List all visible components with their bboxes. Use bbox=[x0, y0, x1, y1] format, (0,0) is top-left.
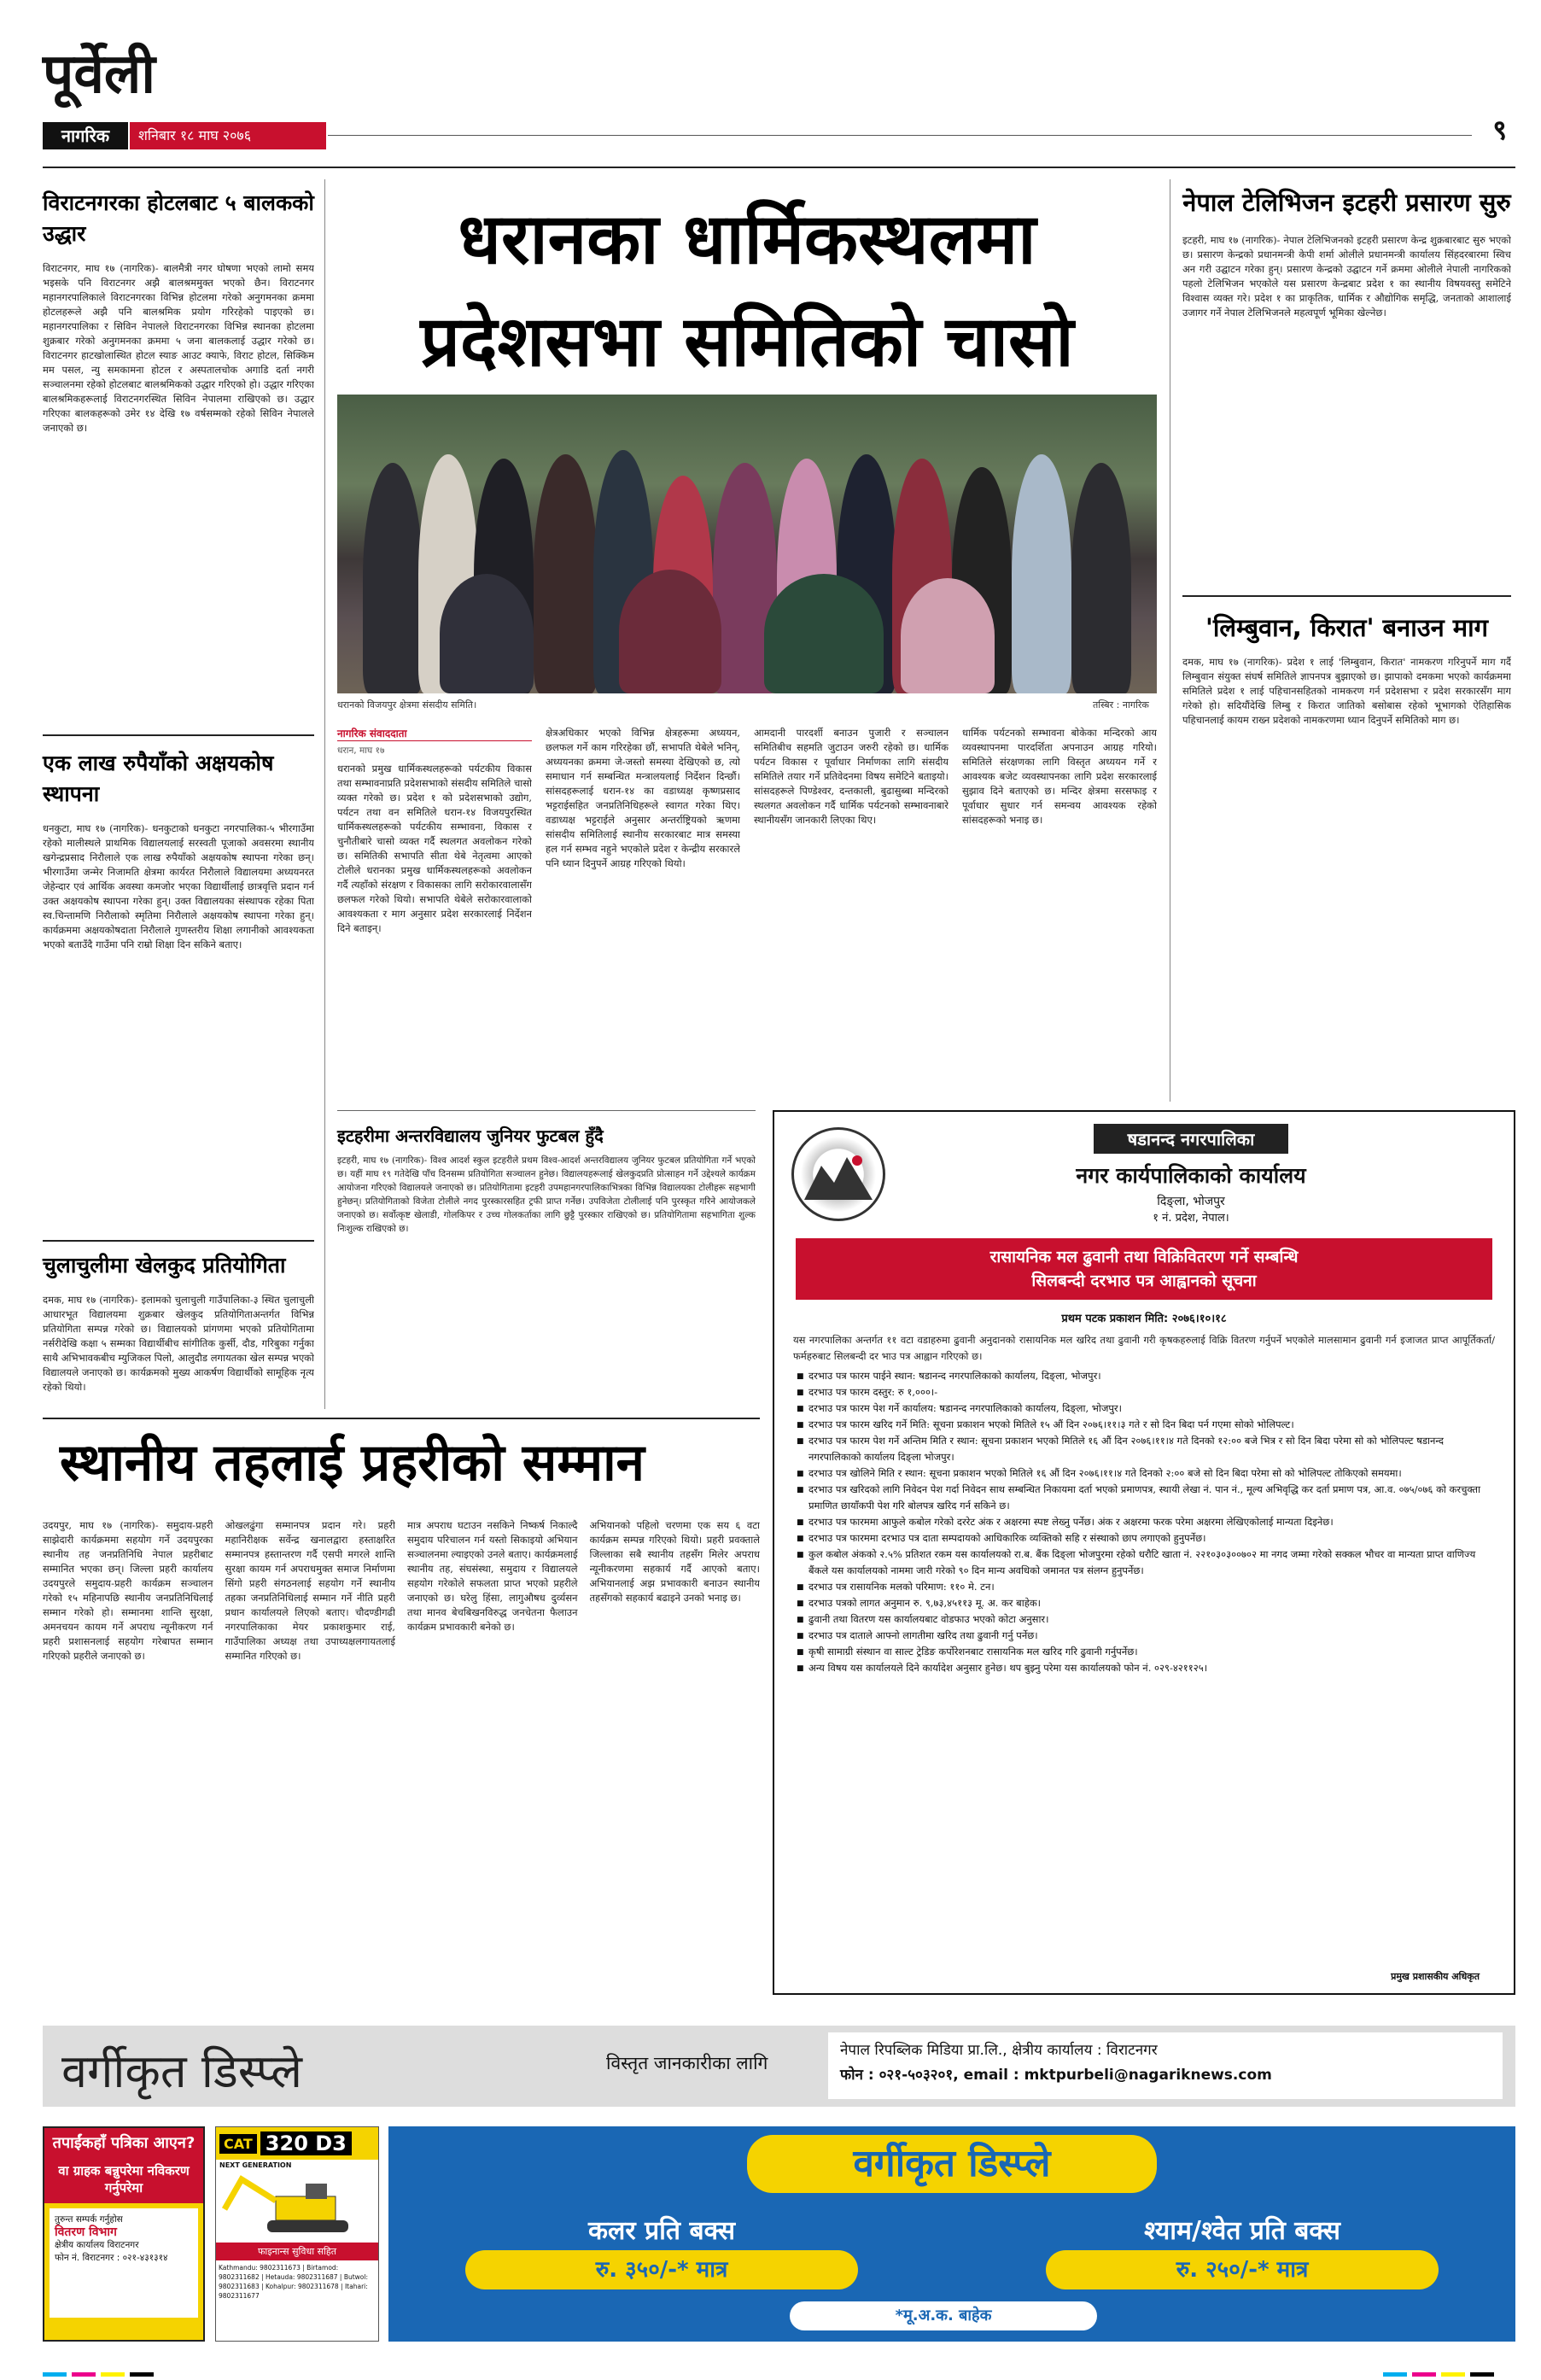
notice-item: ■ दरभाउ पत्र फारम दस्तुर: रु १,०००।- bbox=[808, 1384, 1497, 1401]
divider bbox=[43, 1418, 760, 1419]
ad-footnote: *मू.अ.क. बाहेक bbox=[790, 2301, 1097, 2330]
classified-contact-box bbox=[828, 2032, 1503, 2099]
notice-title-1: रासायनिक मल ढुवानी तथा विक्रिवितरण गर्ने सम्बन्धि bbox=[989, 1248, 1299, 1266]
ad-phones: फोन नं. विराटनगर : ०२१-४३१३१४ bbox=[55, 2253, 168, 2263]
group-photo bbox=[337, 395, 1157, 693]
main-article bbox=[337, 726, 1157, 1078]
notice-item: ■ दरभाउ पत्र फारम पाईने स्थान: षडानन्द नगरपालिकाको कार्यालय, दिङ्ला, भोजपुर। bbox=[808, 1368, 1497, 1384]
article-body: इटहरी, माघ १७ (नागरिक)- नेपाल टेलिभिजनको इटहरी प्रसारण केन्द्र शुक्रबारबाट सुरु भएको छ। प्रसारण केन्द्रको प्रधानमन्त्री केपी शर्मा ओलीले प्रधानमन्त्री कार्यालय सिंहदरबारमा स्विच अन गरी उद्घाटन गरेका हुन्। प्रसारण केन्द्रको उद्घाटन गर्ने क्रममा ओलीले नेपाली नागरिकको पहलो टेलिभिजन भएकोले यस प्रसारण केन्द्रबाट प्रदेश १ का स्थानीय विषयवस्तु समेटिने विश्वास व्यक्त गरे। प्रदेश १ का प्राकृतिक, धार्मिक र औद्योगिक समृद्धि, जनताको आशालाई उजागर गर्ने नेपाल टेलिभिजनले महत्वपूर्ण भूमिका खेल्नेछ। bbox=[1182, 234, 1511, 319]
article-headline: चुलाचुलीमा खेलकुद प्रतियोगिता bbox=[43, 1253, 286, 1278]
classified-info-label: विस्तृत जानकारीका लागि bbox=[606, 2053, 768, 2073]
article-headline: एक लाख रुपैयाँको अक्षयकोष स्थापना bbox=[43, 751, 274, 806]
divider bbox=[43, 1240, 314, 1242]
masthead-rule bbox=[328, 135, 1472, 136]
notice-item: ■ ढुवानी तथा वितरण यस कार्यालयबाट वोडफाउ भएको कोटा अनुसार। bbox=[808, 1611, 1497, 1628]
ad-tagline: NEXT GENERATION bbox=[219, 2161, 292, 2169]
article-body: दमक, माघ १७ (नागरिक)- इलामको चुलाचुली गाउँपालिका-३ स्थित चुलाचुली आधारभूत विद्यालयमा शुक्रबार खेलकुद प्रतियोगिताअन्तर्गत विभिन्न प्रतियोगिता सम्पन्न गरेको छ। विद्यालयको प्रांगणमा भएको प्रतियोगितामा नर्सरीदेखि कक्षा ५ सम्मका विद्यार्थीबीच सांगीतिक कुर्सी, दौड, गरिबुका गर्नुका साथै अभिभावकबीच म्युजिकल पिलो, आलुदौड लगायतका खेल सम्पन्न भएको विद्यालयले जनाएको छ। कार्यक्रमको मुख्य आकर्षण विद्यार्थीको सामूहिक नृत्य रहेको थियो। bbox=[43, 1294, 314, 1393]
divider bbox=[1182, 595, 1511, 597]
subscription-ad bbox=[43, 2126, 205, 2342]
notice-signature: प्रमुख प्रशासकीय अधिकृत bbox=[1391, 1971, 1480, 1982]
notice-intro: यस नगरपालिका अन्तर्गत ११ वटा वडाहरुमा ढुवानी अनुदानको रासायनिक मल खरिद तथा ढुवानी गरी कृषकहरुलाई विक्रि वितरण गर्नुपर्ने भएकोले मालसामान ढुवानी गर्न इजाजत प्राप्त आपूर्तिकर्ता/फर्महरुबाट सिलबन्दी दर भाउ पत्र आह्वान गरिएको छ। bbox=[793, 1334, 1495, 1362]
print-registration-bar bbox=[1383, 2364, 1499, 2380]
column-rule bbox=[324, 179, 325, 1409]
article-headline: नेपाल टेलिभिजन इटहरी प्रसारण सुरु bbox=[1182, 188, 1511, 217]
divider bbox=[43, 734, 314, 736]
headline-line-1: धरानका धार्मिकस्थलमा bbox=[458, 198, 1036, 280]
notice-address-1: दिङ्ला, भोजपुर bbox=[1157, 1195, 1225, 1208]
notice-item: ■ कृषी सामाग्री संस्थान वा साल्ट ट्रेडिङ कर्पोरेशनबाट रासायनिक मल खरिद गरि ढुवानी गर्नुपर्नेछ। bbox=[808, 1644, 1497, 1660]
main-headline bbox=[337, 188, 1157, 393]
issue-date: शनिबार १८ माघ २०७६ bbox=[130, 122, 326, 149]
top-rule bbox=[43, 167, 1515, 168]
notice-item: ■ दरभाउ पत्र फारम पेश गर्ने कार्यालय: षडानन्द नगरपालिकाको कार्यालय, दिङ्ला, भोजपुर। bbox=[808, 1401, 1497, 1417]
dateline: धरान, माघ १७ bbox=[337, 746, 385, 756]
notice-item: ■ दरभाउ पत्र फारम पेश गर्ने अन्तिम मिति र स्थान: सूचना प्रकाशन भएको मितिले १६ औं दिन २०७६।११।४ गते दिनको १२:०० बजे भित्र र सो दिन बिदा परेमा सो को भोलिपल्ट षडानन्द नगरपालिकाको कार्यालय दिङ्ला भोजपुर। bbox=[808, 1433, 1497, 1465]
article-headline: विराटनगरका होटलबाट ५ बालकको उद्धार bbox=[43, 190, 314, 246]
notice-pubdate: प्रथम पटक प्रकाशन मिति: २०७६।१०।१८ bbox=[1061, 1313, 1227, 1325]
notice-org-1: षडानन्द नगरपालिका bbox=[1094, 1124, 1289, 1154]
cat-logo: CAT bbox=[219, 2134, 257, 2154]
classified-header bbox=[43, 2026, 1515, 2107]
equipment-ad bbox=[215, 2126, 379, 2342]
ad-addr: क्षेत्रीय कार्यालय विराटनगर bbox=[55, 2240, 139, 2250]
notice-address-2: १ नं. प्रदेश, नेपाल। bbox=[1153, 1212, 1229, 1225]
photo-credit: तस्बिर : नागरिक bbox=[1093, 699, 1149, 710]
ad-model: 320 D3 bbox=[260, 2131, 352, 2155]
left-column bbox=[43, 188, 314, 1523]
article-col: अभियानको पहिलो चरणमा एक सय ६ वटा कार्यक्रम सम्पन्न गरिएको थियो। प्रहरी प्रवक्ताले जिल्लाका सबै स्थानीय तहसँग मिलेर अपराध न्यूनीकरणमा सहकार्य गर्दै आएको बताए। अभियानलाई अझ प्रभावकारी बनाउन स्थानीय तहसँगको सहकार्य बढाइने उनको भनाइ छ। bbox=[589, 1519, 760, 1604]
color-rate-price: रु. ३५०/-* मात्र bbox=[465, 2250, 858, 2289]
article-body: दमक, माघ १७ (नागरिक)- प्रदेश १ लाई 'लिम्बुवान, किरात' नामकरण गरिनुपर्ने माग गर्दै लिम्बुवान संयुक्त संघर्ष समितिले ज्ञापनपत्र बुझाएको छ। झापाको दमकमा भएको कार्यक्रममा समितिले प्रदेश १ लाई पहिचानसहितको नामकरण गर्न प्रदेशसभा र प्रदेश सरकारसँग माग गरेको हो। सदियौंदेखि लिम्बु र किरात जातिको बसोबास रहेको भूभागको ऐतिहासिक पहिचानलाई कायम राख्न प्रदेशको नामकरणमा ध्यान दिनुपर्ने समितिको माग छ। bbox=[1182, 656, 1511, 726]
notice-item: ■ कुल कबोल अंकको २.५% प्रतिशत रकम यस कार्यालयको रा.ब. बैंक दिङ्ला भोजपुरमा रहेको धरौटि खाता नं. २२१०३०३००७०२ मा नगद जम्मा गरेको सक्कल भौचर वा मान्यता प्राप्त वाणिज्य बैंकले यस कार्यालयको नाममा जारी गरेको ९० दिन मान्य अवधिको जमानत पत्र संलग्न हुनुपर्नेछ। bbox=[808, 1547, 1497, 1579]
color-rate-head: कलर प्रति बक्स bbox=[587, 2216, 736, 2246]
municipality-emblem bbox=[791, 1127, 885, 1221]
classified-rates-ad bbox=[388, 2126, 1515, 2342]
ad-dept: वितरण विभाग bbox=[55, 2225, 117, 2239]
headline-line-2: प्रदेशसभा समितिको चासो bbox=[420, 301, 1074, 383]
article-col: क्षेत्रअधिकार भएको विभिन्न क्षेत्रहरूमा अध्ययन, छलफल गर्ने काम गरिरहेका छौं, सभापति थेबेले भनिन्, अध्ययनका क्रममा जे-जस्तो समस्या देखिएको छ, त्यो समाधान गर्न सम्बन्धित मन्त्रालयलाई निर्देशन दिन्छौं। सांसदहरूलाई धरान-१४ का वडाध्यक्ष कृष्णप्रसाद भट्टराईसहित जनप्रतिनिधिहरूले स्वागत गरेका थिए। वडाध्यक्ष भट्टराईले अनुसार अन्तर्राष्ट्रियको ऋणमा सांसदीय समितिलाई स्थानीय सरकारबाट मात्र समस्या हल गर्न सम्भव नहुने भएकोले प्रदेश र केन्द्रीय सरकारले पनि ध्यान दिनुपर्ने आग्रह गरिएको थियो। bbox=[546, 727, 740, 869]
photo-caption: धरानको विजयपुर क्षेत्रमा संसदीय समिति। bbox=[337, 699, 477, 710]
article-headline: स्थानीय तहलाई प्रहरीको सम्मान bbox=[60, 1433, 645, 1493]
ad-question: तपाईंकहाँ पत्रिका आएन? bbox=[44, 2128, 203, 2159]
public-notice bbox=[773, 1110, 1515, 1995]
excavator-icon bbox=[216, 2171, 378, 2239]
article-headline: इटहरीमा अन्तरविद्यालय जुनियर फुटबल हुँदै bbox=[337, 1126, 604, 1146]
classified-company: नेपाल रिपब्लिक मिडिया प्रा.लि., क्षेत्रीय कार्यालय : विराटनगर bbox=[840, 2042, 1158, 2059]
classified-title: वर्गीकृत डिस्प्ले bbox=[61, 2044, 302, 2098]
classified-contact: फोन : ०२१-५०३२०१, email : mktpurbeli@nagariknews.com bbox=[840, 2067, 1272, 2084]
ad-contact-head: तुरुन्त सम्पर्क गर्नुहोस bbox=[55, 2214, 123, 2225]
article-col: धरानको प्रमुख धार्मिकस्थलहरूको पर्यटकीय विकास तथा सम्भावनाप्रति प्रदेशसभाको संसदीय समितिले चासो व्यक्त गरेको छ। प्रदेश १ को प्रदेशसभाको उद्योग, पर्यटन तथा वन समितिले धरान-१४ विजयपुरस्थित धार्मिकस्थलहरूको पर्यटकीय सम्भावना, विकास र चुनौतीबारे चासो व्यक्त गर्दै स्थलगत अवलोकन गरेको छ। समितिकी सभापति सीता थेबे नेतृत्वमा आएको टोलीले धरानका प्रमुख धार्मिकस्थलहरूको अवलोकन गर्दै त्यहाँको संरक्षण र विकासका लागि सरोकारवालासँग छलफल गरेको थियो। सभापति थेबेले सरोकारवालाको आवश्यकता र माग अनुसार प्रदेश सरकारलाई निर्देशन दिने बताइन्। bbox=[337, 763, 532, 934]
notice-item: ■ दरभाउ पत्र खरिदको लागि निवेदन पेश गर्दा निवेदन साथ सम्बन्धित निकायमा दर्ता भएको प्रमाणपत्र, स्थायी लेखा नं. पान नं., मूल्य अभिवृद्धि कर दर्ता प्रमाण पत्र, आ.व. ०७५/०७६ को करचुक्ता प्रमाणित छायाँकपी पेश गरि बोलपत्र खरिद गर्न सकिने छ। bbox=[808, 1482, 1497, 1514]
page-number: ९ bbox=[1492, 114, 1507, 146]
article-body: विराटनगर, माघ १७ (नागरिक)- बालमैत्री नगर घोषणा भएको लामो समय भइसके पनि विराटनगर अझै बालश्रममुक्त भएको छैन। विराटनगर महानगरपालिकाले विराटनगरका विभिन्न होटलमा गरेको अनुगमनका क्रममा होटलहरूले अझै पनि बालश्रमिक प्रयोग गरिरहेको पाइएको छ। महानगरपालिका र सिविन नेपालले विराटनगरका विभिन्न स्थानका होटलमा शुक्रबार गरेको अनुगमनका क्रममा ५ जना बालकलाई उद्धार गरेको छ। विराटनगर हाटखोलास्थित होटल स्याङ आउट क्याफे, विराट होटल, सिक्किम मम पसल, न्यु समकामना होटल र अस्पतालचोक अगाडि दर्ता नगरी सञ्चालनमा रहेको होटलबाट बालश्रमिकको उद्धार गरिएको हो। उद्धार गरिएका बालश्रमिकहरूलाई विराटनगरस्थित सिविन नेपालमा राखिएको छ। उद्धार गरिएका बालकहरूको उमेर १४ देखि १७ वर्षसम्मको रहेको सिविन नेपालले जनाएको छ। bbox=[43, 262, 314, 434]
ad-title: वर्गीकृत डिस्प्ले bbox=[747, 2135, 1157, 2193]
notice-org-2: नगर कार्यपालिकाको कार्यालय bbox=[1076, 1163, 1306, 1188]
ad-finance: फाइनान्स सुविधा सहित bbox=[216, 2243, 378, 2260]
ad-question-2: वा ग्राहक बन्नुपरेमा नविकरण गर्नुपरेमा bbox=[44, 2159, 203, 2203]
masthead-title: पूर्वेली bbox=[43, 42, 155, 106]
byline: नागरिक संवाददाता bbox=[337, 726, 532, 741]
article-col: आमदानी पारदर्शी बनाउन पुजारी र सञ्चालन समितिबीच सहमति जुटाउन जरुरी रहेको छ। धार्मिक पर्यटन विकास र पूर्वाधार निर्माणका लागि संसदीय समितिले तयार गर्ने प्रतिवेदनमा विषय समेटिने बताइयो। सांसदहरूले पिण्डेश्वर, दन्तकाली, बुढासुब्बा मन्दिरको स्थलगत अवलोकन गर्दै धार्मिक पर्यटनको सम्भावनाबारे स्थानीयसँग जानकारी लिएका थिए। bbox=[754, 727, 949, 826]
print-registration-bar bbox=[43, 2364, 159, 2380]
ad-contacts: Kathmandu: 9802311673 | Birtamod: 9802311682 | Hetauda: 9802311687 | Butwol: 9802311683 | Kohalpur: 9802311678 | Itahari: 9802311677 bbox=[219, 2264, 369, 2300]
article-col: ओखलढुंगा सम्मानपत्र प्रदान गरे। प्रहरी महानिरीक्षक सर्वेन्द्र खनालद्वारा हस्ताक्षरित सम्मानपत्र हस्तान्तरण गर्दै एसपी मगरले शान्ति सुरक्षा कायम गर्न अपराधमुक्त समाज निर्माणमा सिंगो प्रहरी संगठनलाई सहयोग गर्ने स्थानीय तहका जनप्रतिनिधिलाई सम्मान गर्ने नीति प्रहरी प्रधान कार्यालयले लिएको बताए। चौदण्डीगढी नगरपालिकाका मेयर प्रकाशकुमार राई, गाउँपालिका अध्यक्ष तथा उपाध्यक्षलगायतलाई सम्मानित गरिएको छ। bbox=[225, 1519, 395, 1662]
brand-badge: नागरिक bbox=[43, 122, 128, 149]
notice-item: ■ दरभाउ पत्रको लागत अनुमान रु. ९,७३,४५११३ मू. अ. कर बाहेक। bbox=[808, 1595, 1497, 1611]
notice-items bbox=[774, 1368, 1514, 1676]
notice-item: ■ दरभाउ पत्र फारममा दरभाउ पत्र दाता सम्पदायको आधिकारिक व्यक्तिको सहि र संस्थाको छाप लगाएको हुनुपर्नेछ। bbox=[808, 1530, 1497, 1547]
bw-rate-head: श्याम/श्वेत प्रति बक्स bbox=[1144, 2216, 1340, 2246]
divider bbox=[337, 1110, 756, 1111]
notice-item: ■ दरभाउ पत्र रासायनिक मलको परिमाण: ११० मे. टन। bbox=[808, 1579, 1497, 1595]
notice-item: ■ दरभाउ पत्र फारम खरिद गर्ने मिति: सूचना प्रकाशन भएको मितिले १५ औं दिन २०७६।११।३ गते र सो दिन बिदा पर्न गएमा सोको भोलिपल्ट। bbox=[808, 1417, 1497, 1433]
notice-title bbox=[796, 1238, 1492, 1300]
police-article bbox=[43, 1424, 760, 1962]
article-col: उदयपुर, माघ १७ (नागरिक)- समुदाय-प्रहरी साझेदारी कार्यक्रममा सहयोग गर्ने उदयपुरका स्थानीय तह जनप्रतिनिधि नेपाल प्रहरीबाट सम्मानित भएका छन्। जिल्ला प्रहरी कार्यालय उदयपुरले समुदाय-प्रहरी कार्यक्रम सञ्चालन गरेको १५ महिनापछि स्थानीय जनप्रतिनिधिलाई सम्मान गरेको हो। सम्मानमा शान्ति सुरक्षा, अमनचयन कायम गर्ने अपराध न्यूनीकरण गर्न प्रहरी प्रशासनलाई सहयोग गरेबापत सम्मान गरिएको प्रहरीले जनाएको छ। bbox=[43, 1519, 213, 1662]
notice-item: ■ अन्य विषय यस कार्यालयले दिने कार्यादेश अनुसार हुनेछ। थप बुझ्नु परेमा यस कार्यालयको फोन नं. ०२९-४२११२५। bbox=[808, 1660, 1497, 1676]
right-column bbox=[1182, 184, 1511, 1014]
notice-item: ■ दरभाउ पत्र फारममा आफुले कबोल गरेको दररेट अंक र अक्षरमा स्पष्ट लेख्नु पर्नेछ। अंक र अक्षरमा फरक परेमा अक्षरमा लेखिएकोलाई मान्यता दिइनेछ। bbox=[808, 1514, 1497, 1530]
notice-item: ■ दरभाउ पत्र दाताले आफ्नो लागतीमा खरिद तथा ढुवानी गर्नु पर्नेछ। bbox=[808, 1628, 1497, 1644]
article-col: मात्र अपराध घटाउन नसकिने निष्कर्ष निकाल्दै समुदाय परिचालन गर्न यस्तो सिकाइयो अभियान सञ्चालनमा ल्याइएको उनले बताए। कार्यक्रमलाई स्थानीय तह, संघसंस्था, समुदाय र विद्यालयले सहयोग गरेकोले सफलता प्राप्त भएको प्रहरीले जनाएको छ। घरेलु हिंसा, लागुऔषध दुर्व्यसन तथा मानव बेचबिखनविरुद्ध जनचेतना फैलाउन कार्यक्रम प्रभावकारी बनेको छ। bbox=[407, 1519, 578, 1633]
article-headline: 'लिम्बुवान, किरात' बनाउन माग bbox=[1205, 613, 1488, 642]
article-col: धार्मिक पर्यटनको सम्भावना बोकेका मन्दिरको आय व्यवस्थापनमा पारदर्शिता अपनाउन आग्रह गरियो। समितिले संरक्षणका लागि विस्तृत अध्ययन गर्ने र आवश्यक बजेट व्यवस्थापनका लागि प्रदेश सरकारलाई सुझाव दिने बताएको छ। मन्दिर क्षेत्रमा सरसफाइ र पूर्वाधार सुधार गर्न समन्वय आवश्यक रहेको सांसदहरूको भनाइ छ। bbox=[962, 727, 1157, 826]
notice-title-2: सिलबन्दी दरभाउ पत्र आह्वानको सूचना bbox=[1031, 1272, 1257, 1290]
article-body: धनकुटा, माघ १७ (नागरिक)- धनकुटाको धनकुटा नगरपालिका-५ भीरगाउँमा रहेको मालीस्थले प्राथमिक विद्यालयलाई सरस्वती पूजाको अवसरमा स्थानीय खगेन्द्रप्रसाद निरौलाले एक लाख रुपैयाँको अक्षयकोष स्थापना गरेका छन्। भीरगाउँमा जन्मेर निजामति क्षेत्रमा कार्यरत निरौलाले विद्यालयमा अध्ययनरत जेहेन्दार एवं आर्थिक अवस्था कमजोर भएका विद्यार्थीलाई छात्रवृत्ति प्रदान गर्न उक्त अक्षयकोष स्थापना गरेका हुन्। उक्त विद्यालयका संस्थापक रहेका पिता स्व.चिन्तामणि निरौलाको स्मृतिमा निरौलाले अक्षयकोष स्थापना गरेका हुन्। कार्यक्रममा अक्षयकोषदाता निरौलाले गुणस्तरीय शिक्षा लगानीको आवश्यकता भएको बताउँदै गाउँमा पनि राम्रो शिक्षा दिन सकिने बताए। bbox=[43, 822, 314, 950]
notice-item: ■ दरभाउ पत्र खोलिने मिति र स्थान: सूचना प्रकाशन भएको मितिले १६ औं दिन २०७६।११।४ गते दिनको २:०० बजे सो दिन बिदा परेमा सो को भोलिपल्ट तोकिएको समयमा। bbox=[808, 1465, 1497, 1482]
bw-rate-price: रु. २५०/-* मात्र bbox=[1046, 2250, 1439, 2289]
article-body: इटहरी, माघ १७ (नागरिक)- विश्व आदर्श स्कुल इटहरीले प्रथम विश्व-आदर्श अन्तरविद्यालय जुनियर फुटबल प्रतियोगिता गर्ने भएको छ। यहीं माघ १९ गतेदेखि पाँच दिनसम्म प्रतियोगिता सञ्चालन हुनेछ। विद्यालयहरूलाई खेलकुदप्रति प्रोत्साहन गर्ने उद्देश्यले कार्यक्रम आयोजना गरिएको विद्यालयले जनाएको छ। प्रतियोगितामा इटहरी उपमहानगरपालिकाभित्रका विभिन्न विद्यालयका टोलीहरू सहभागी हुनेछन्। प्रतियोगिताको विजेता टोलीले नगद पुरस्कारसहित ट्रफी प्राप्त गर्नेछ। उपविजेता टोलीलाई पनि पुरस्कृत गरिने आयोजकले जनाएको छ। सर्वोत्कृष्ट खेलाडी, गोलकिपर र उच्च गोलकर्ताका लागि छुट्टै पुरस्कार राखिएको छ। प्रतियोगितामा सहभागिता शुल्क निःशुल्क राखिएको छ। bbox=[337, 1155, 756, 1234]
sports-article bbox=[337, 1123, 756, 1427]
